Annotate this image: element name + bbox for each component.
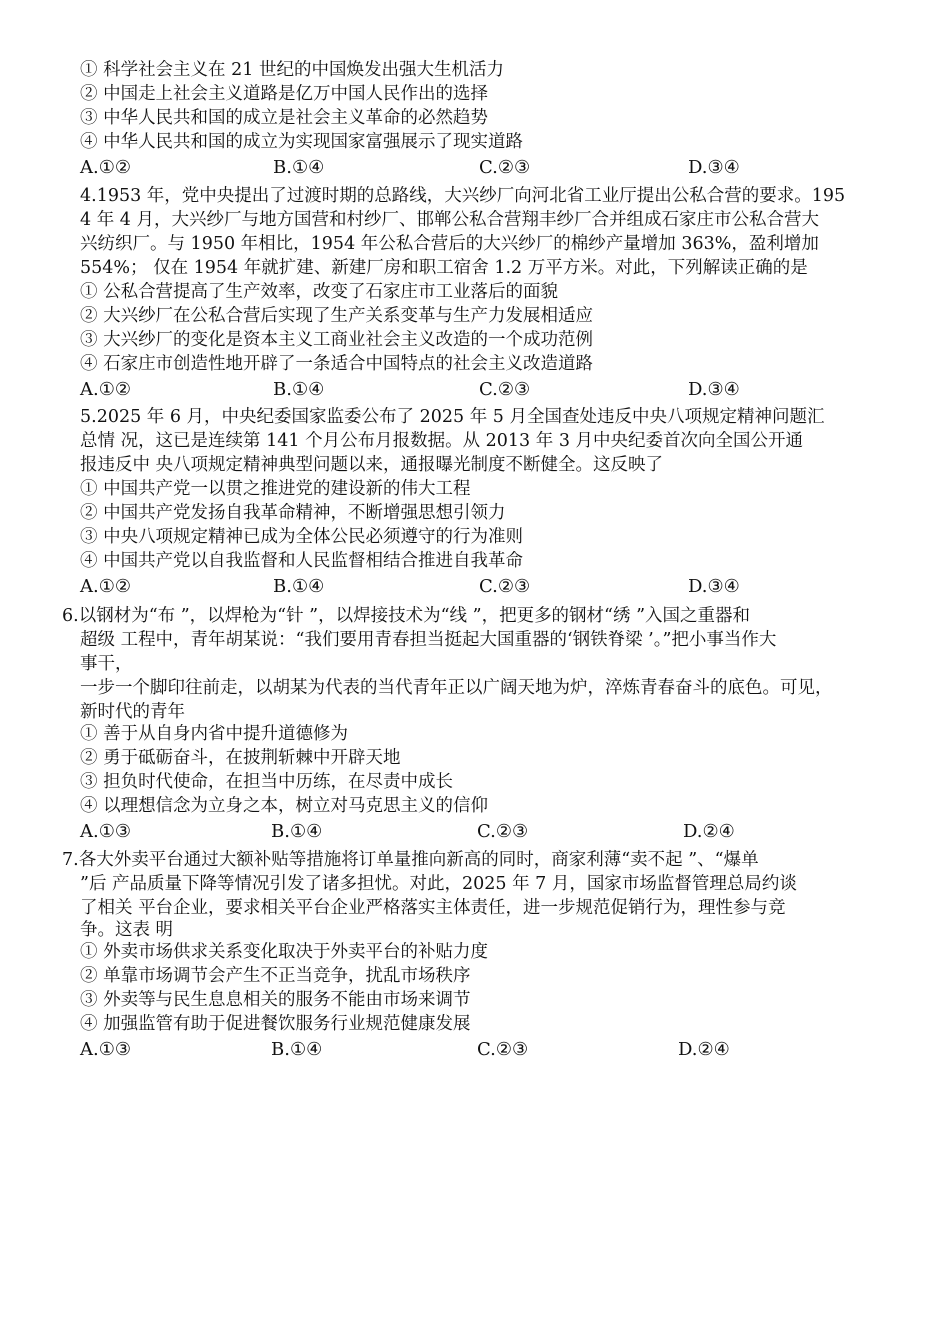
q4-stem-line-2: 4 年 4 月，大兴纱厂与地方国营和村纱厂、邯郸公私合营翔丰纱厂合并组成石家庄市公私合营大 — [80, 210, 819, 230]
option-b: B.①④ — [273, 379, 325, 400]
q4-stem-line-3: 兴纺织厂。与 1950 年相比，1954 年公私合营后的大兴纱厂的棉纱产量增加 363%，盈利增加 — [80, 234, 819, 254]
q3-item-2: ② 中国走上社会主义道路是亿万中国人民作出的选择 — [80, 84, 489, 104]
option-a: A.①② — [80, 576, 131, 597]
option-d: D.②④ — [678, 1039, 730, 1060]
q5-stem-line-1: 5.2025 年 6 月，中央纪委国家监委公布了 2025 年 5 月全国查处违反中央八项规定精神问题汇 — [80, 407, 825, 427]
q4-item-1: ① 公私合营提高了生产效率，改变了石家庄市工业落后的面貌 — [80, 282, 559, 302]
q7-stem-line-1: 7.各大外卖平台通过大额补贴等措施将订单量推向新高的同时，商家利薄“卖不起 ”、“爆单 — [62, 850, 759, 870]
q7-item-2: ② 单靠市场调节会产生不正当竞争，扰乱市场秩序 — [80, 966, 471, 986]
option-a: A.①② — [80, 157, 131, 178]
option-d: D.③④ — [688, 576, 740, 597]
q7-stem-line-3: 了相关 平台企业，要求相关平台企业严格落实主体责任，进一步规范促销行为，理性参与竞 — [80, 898, 786, 918]
q6-stem-line-2: 超级 工程中，青年胡某说：“我们要用青春担当挺起大国重器的‘钢铁脊梁 ’。”把小事当作大 — [80, 630, 777, 650]
q6-stem-line-3: 事干， — [80, 654, 133, 674]
option-b: B.①④ — [273, 576, 325, 597]
option-c: C.②③ — [477, 1039, 529, 1060]
q4-item-3: ③ 大兴纱厂的变化是资本主义工商业社会主义改造的一个成功范例 — [80, 330, 594, 350]
q4-stem-line-1: 4.1953 年，党中央提出了过渡时期的总路线，大兴纱厂向河北省工业厅提出公私合营的要求。195 — [80, 186, 846, 206]
option-d: D.③④ — [688, 379, 740, 400]
q7-item-4: ④ 加强监管有助于促进餐饮服务行业规范健康发展 — [80, 1014, 471, 1034]
q6-stem-line-4: 一步一个脚印往前走，以胡某为代表的当代青年正以广阔天地为炉，淬炼青春奋斗的底色。可见， — [80, 678, 833, 698]
option-a: A.①③ — [80, 1039, 131, 1060]
q5-stem-line-3: 报违反中 央八项规定精神典型问题以来，通报曝光制度不断健全。这反映了 — [80, 455, 664, 475]
q6-item-1: ① 善于从自身内省中提升道德修为 — [80, 724, 349, 744]
q6-item-4: ④ 以理想信念为立身之本，树立对马克思主义的信仰 — [80, 796, 489, 816]
q6-stem-line-1: 6.以钢材为“布 ”，以焊枪为“针 ”，以焊接技术为“线 ”，把更多的钢材“绣 ”入国之重器和 — [62, 606, 751, 626]
q4-stem-line-4: 554%； 仅在 1954 年就扩建、新建厂房和职工宿舍 1.2 万平方米。对此，下列解读正确的是 — [80, 258, 808, 278]
option-a: A.①② — [80, 379, 131, 400]
q5-item-4: ④ 中国共产党以自我监督和人民监督相结合推进自我革命 — [80, 551, 524, 571]
option-b: B.①④ — [271, 1039, 323, 1060]
option-c: C.②③ — [479, 379, 531, 400]
q7-stem-line-4: 争。这表 明 — [80, 920, 174, 940]
option-b: B.①④ — [271, 821, 323, 842]
q7-item-3: ③ 外卖等与民生息息相关的服务不能由市场来调节 — [80, 990, 471, 1010]
q3-item-4: ④ 中华人民共和国的成立为实现国家富强展示了现实道路 — [80, 132, 524, 152]
q5-item-2: ② 中国共产党发扬自我革命精神，不断增强思想引领力 — [80, 503, 506, 523]
q6-stem-line-5: 新时代的青年 — [80, 702, 185, 722]
q7-item-1: ① 外卖市场供求关系变化取决于外卖平台的补贴力度 — [80, 942, 489, 962]
q5-stem-line-2: 总情 况，这已是连续第 141 个月公布月报数据。从 2013 年 3 月中央纪委首次向全国公开通 — [80, 431, 804, 451]
q5-item-3: ③ 中央八项规定精神已成为全体公民必须遵守的行为准则 — [80, 527, 524, 547]
q6-item-3: ③ 担负时代使命，在担当中历练，在尽责中成长 — [80, 772, 454, 792]
option-c: C.②③ — [477, 821, 529, 842]
q4-item-2: ② 大兴纱厂在公私合营后实现了生产关系变革与生产力发展相适应 — [80, 306, 594, 326]
q7-stem-line-2: ”后 产品质量下降等情况引发了诸多担忧。对此，2025 年 7 月，国家市场监督管理总局约谈 — [80, 874, 797, 894]
option-a: A.①③ — [80, 821, 131, 842]
q5-item-1: ① 中国共产党一以贯之推进党的建设新的伟大工程 — [80, 479, 471, 499]
q6-item-2: ② 勇于砥砺奋斗，在披荆斩棘中开辟天地 — [80, 748, 401, 768]
option-b: B.①④ — [273, 157, 325, 178]
option-c: C.②③ — [479, 576, 531, 597]
option-c: C.②③ — [479, 157, 531, 178]
q3-item-1: ① 科学社会主义在 21 世纪的中国焕发出强大生机活力 — [80, 60, 504, 80]
q3-item-3: ③ 中华人民共和国的成立是社会主义革命的必然趋势 — [80, 108, 489, 128]
option-d: D.②④ — [683, 821, 735, 842]
option-d: D.③④ — [688, 157, 740, 178]
q4-item-4: ④ 石家庄市创造性地开辟了一条适合中国特点的社会主义改造道路 — [80, 354, 594, 374]
